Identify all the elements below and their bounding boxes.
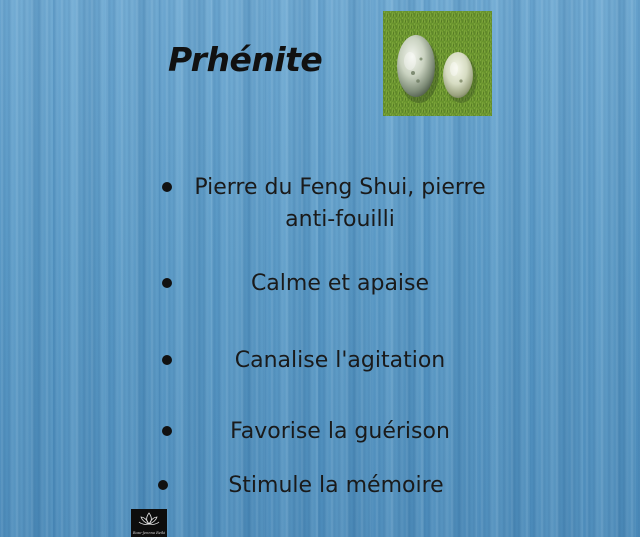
bullet-text: Favorise la guérison	[230, 419, 450, 444]
list-item	[0, 470, 640, 530]
bullet-dot	[158, 480, 168, 490]
page-title: Prhénite	[168, 40, 323, 79]
list-item	[0, 345, 640, 405]
bullet-text: Stimule la mémoire	[228, 473, 444, 498]
list-item	[0, 416, 640, 476]
bullet-text: Calme et apaise	[250, 271, 430, 296]
list-item	[0, 172, 640, 232]
lotus-icon	[131, 509, 167, 531]
bullet-dot	[162, 278, 172, 288]
bullet-dot	[162, 355, 172, 365]
list-item	[0, 268, 640, 328]
bullet-text-line1: Pierre du Feng Shui, pierre	[194, 175, 486, 200]
brand-logo	[131, 509, 167, 537]
bullet-text: Canalise l'agitation	[234, 348, 446, 373]
logo-text: Rose-Jennna Reiki	[132, 531, 166, 535]
bullet-dot	[162, 182, 172, 192]
bullet-dot	[162, 426, 172, 436]
bullet-text-line2: anti-fouilli	[285, 207, 395, 232]
